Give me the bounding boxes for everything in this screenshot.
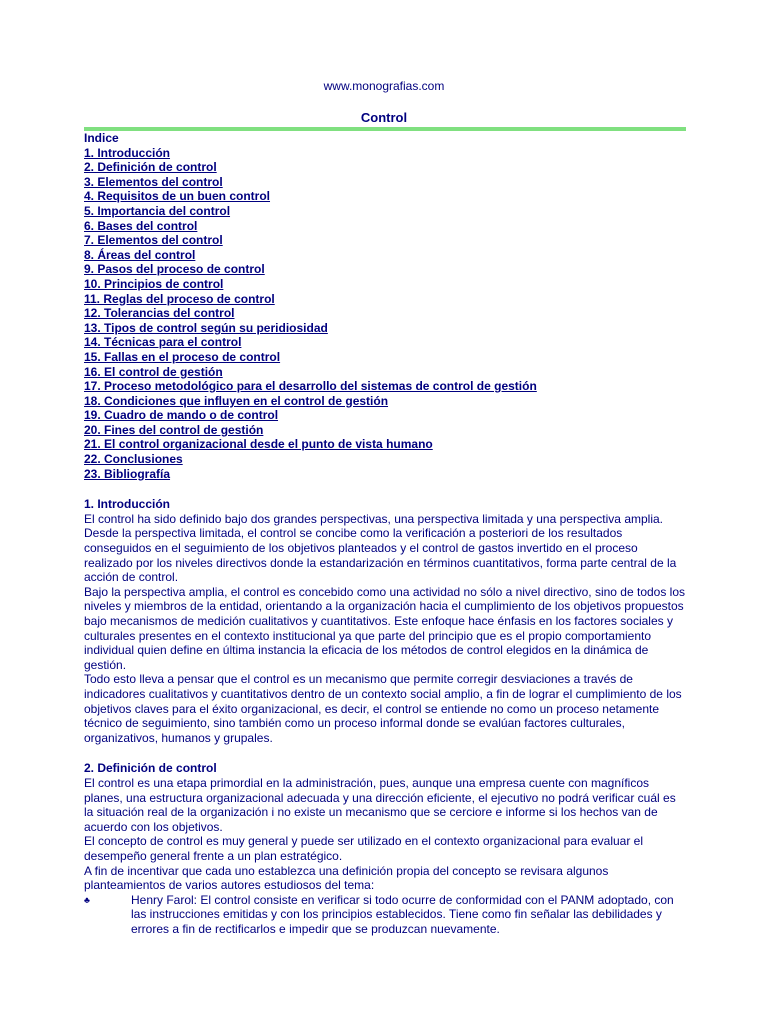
toc-link[interactable]: 22. Conclusiones: [84, 452, 183, 467]
toc-link[interactable]: 16. El control de gestión: [84, 364, 223, 379]
toc-link[interactable]: 4. Requisitos de un buen control: [84, 189, 271, 204]
toc-link[interactable]: 3. Elementos del control: [84, 174, 223, 189]
site-url[interactable]: www.monografias.com: [323, 79, 445, 93]
toc-link[interactable]: 13. Tipos de control según su peridiosidad: [84, 320, 328, 335]
paragraph: Bajo la perspectiva amplia, el control es concebido como una actividad no sólo a nivel directivo, sino de todos los niveles y miembros de la entidad, orientando a la organización hacia el cumplimiento de los objetivos propuestos bajo mecanismos de medición cualitativos y cuantitativos. Este enfoque hace énfasis en los factores sociales y culturales presentes en el contexto institucional ya que parte del principio que es el propio comportamiento individual quien define en última instancia la eficacia de los métodos de control elegidos en la dinámica de gestión.: [84, 584, 686, 672]
paragraph: El control es una etapa primordial en la administración, pues, aunque una empresa cuente con magníficos planes, una estructura organizacional adecuada y una dirección eficiente, el ejecutivo no podrá verificar cuál es la situación real de la organización i no existe un mecanismo que se cerciore e informe si los hechos van de acuerdo con los objetivos.: [84, 775, 676, 834]
toc-link[interactable]: 6. Bases del control: [84, 218, 198, 233]
paragraph: A fin de incentivar que cada uno establezca una definición propia del concepto se revisara algunos planteamientos de varios autores estudiosos del tema:: [84, 863, 609, 893]
table-of-contents: [84, 146, 688, 482]
paragraph: El control ha sido definido bajo dos grandes perspectivas, una perspectiva limitada y una perspectiva amplia. Desde la perspectiva limitada, el control se concibe como la verificación a posteriori de los resultados conseguidos en el seguimiento de los objetivos planteados y el control de gastos invertido en el proceso realizado por los niveles directivos donde la estandarización en términos cuantitativos, forma parte central de la acción de control.: [84, 511, 677, 585]
toc-link[interactable]: 23. Bibliografía: [84, 466, 171, 481]
toc-link[interactable]: 9. Pasos del proceso de control: [84, 262, 265, 277]
toc-link[interactable]: 11. Reglas del proceso de control: [84, 291, 275, 306]
section-heading-definicion: 2. Definición de control: [84, 761, 217, 776]
toc-link[interactable]: 2. Definición de control: [84, 160, 217, 175]
toc-link[interactable]: 17. Proceso metodológico para el desarrollo del sistemas de control de gestión: [84, 379, 537, 394]
bullet-icon: ♣: [84, 894, 90, 905]
toc-link[interactable]: 18. Condiciones que influyen en el control de gestión: [84, 393, 389, 408]
paragraph: El concepto de control es muy general y puede ser utilizado en el contexto organizacional para evaluar el desempeño general frente a un plan estratégico.: [84, 834, 644, 863]
toc-link[interactable]: 12. Tolerancias del control: [84, 306, 235, 321]
toc-heading: Indice: [84, 131, 119, 145]
toc-link[interactable]: 8. Áreas del control: [84, 247, 196, 262]
toc-link[interactable]: 15. Fallas en el proceso de control: [84, 349, 281, 364]
bullet-item: [84, 893, 688, 937]
toc-link[interactable]: 21. El control organizacional desde el punto de vista humano: [84, 437, 433, 452]
document-body: [84, 131, 688, 936]
toc-link[interactable]: 20. Fines del control de gestión: [84, 422, 264, 437]
toc-link[interactable]: 7. Elementos del control: [84, 233, 223, 248]
toc-link[interactable]: 14. Técnicas para el control: [84, 335, 242, 350]
bullet-text: Henry Farol: El control consiste en verificar si todo ocurre de conformidad con el PANM adoptado, con las instrucciones emitidas y con los principios establecidos. Tiene como fin señalar las debilidades y errores a fin de rectificarlos e impedir que se produzcan nuevamente.: [131, 892, 674, 936]
page-title: Control: [360, 110, 408, 125]
toc-link[interactable]: 5. Importancia del control: [84, 203, 231, 218]
section-heading-introduccion: 1. Introducción: [84, 497, 171, 512]
toc-link[interactable]: 19. Cuadro de mando o de control: [84, 408, 279, 423]
toc-link[interactable]: 10. Principios de control: [84, 276, 224, 291]
paragraph: Todo esto lleva a pensar que el control es un mecanismo que permite corregir desviaciones a través de indicadores cualitativos y cuantitativos dentro de un contexto social amplio, a fin de lograr el cumplimiento de los objetivos claves para el éxito organizacional, es decir, el control se entiende no como un proceso netamente técnico de seguimiento, sino también como un proceso informal donde se evalúan factores culturales, organizativos, humanos y grupales.: [84, 672, 682, 745]
toc-link[interactable]: 1. Introducción: [84, 145, 171, 160]
